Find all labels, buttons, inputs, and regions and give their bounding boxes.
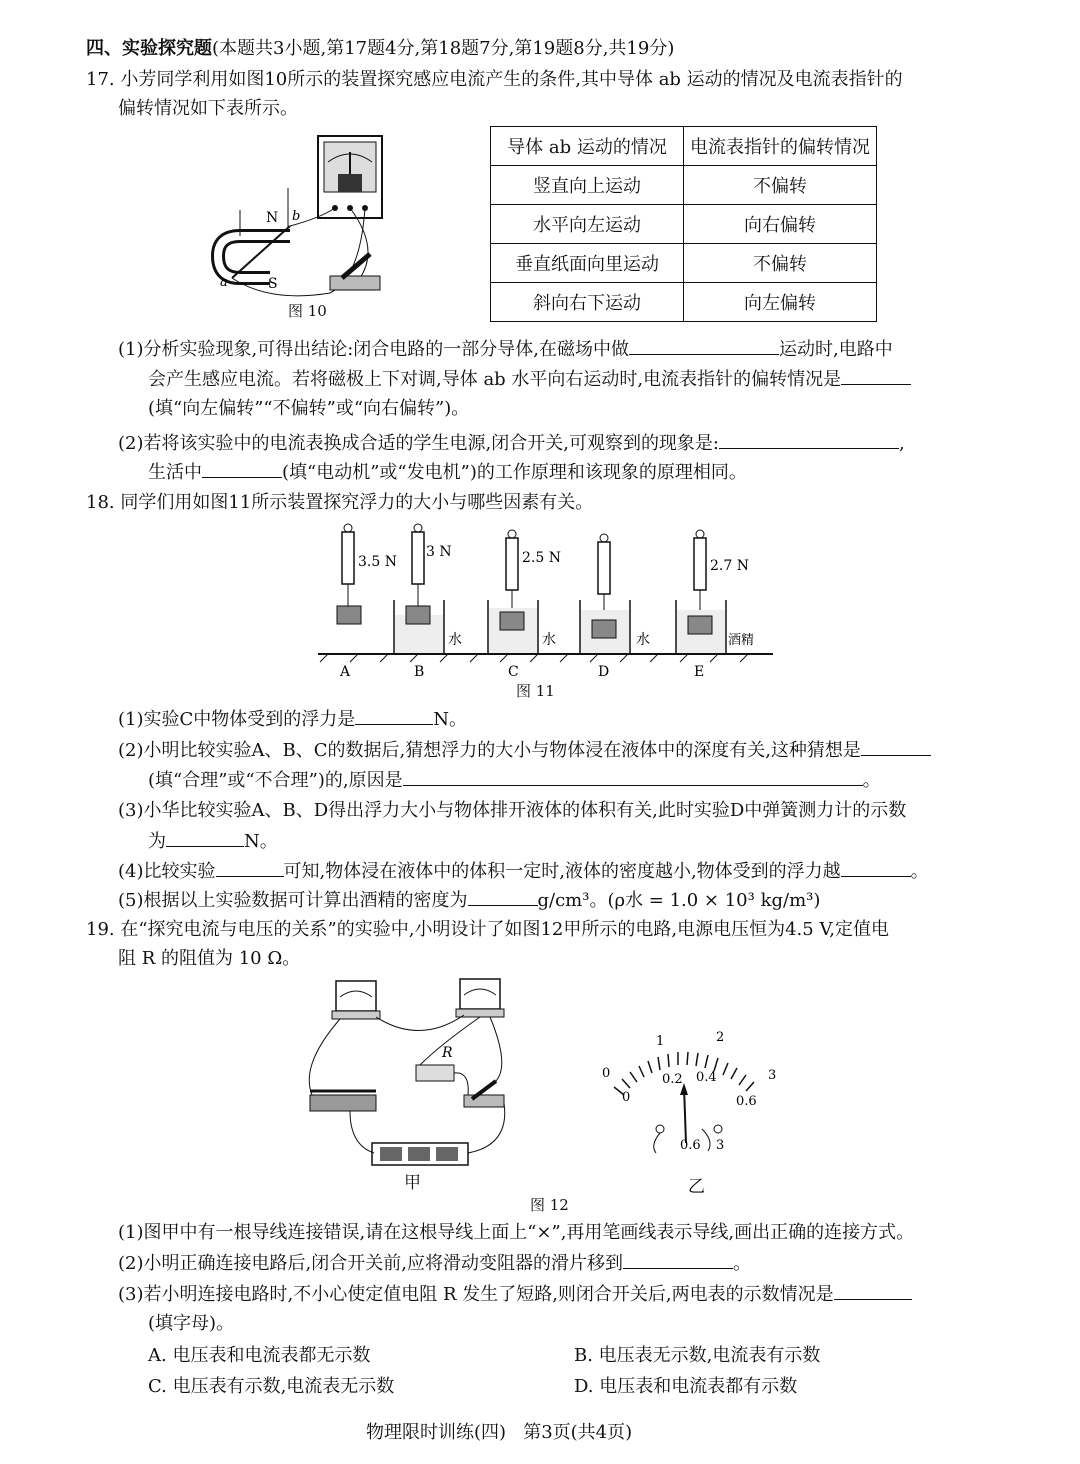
q19-p1: (1)图甲中有一根导线连接错误,请在这根导线上面上“×”,再用笔画线表示导线,画出正确的连接方式。 xyxy=(118,1222,915,1243)
terminal-label-3: 3 xyxy=(716,1138,725,1153)
switch-base xyxy=(464,1095,504,1107)
table-row xyxy=(491,205,877,244)
resistor-r xyxy=(416,1065,454,1081)
table-row xyxy=(491,283,877,322)
setup-d xyxy=(580,534,650,680)
answer-blank[interactable] xyxy=(216,858,284,877)
battery-cell-1 xyxy=(380,1147,402,1161)
q18-p3-text-a: (3)小华比较实验A、B、D得出浮力大小与物体排开液体的体积有关,此时实验D中弹簧测力计的示数 xyxy=(118,800,907,821)
q19-part3-line1 xyxy=(118,1281,912,1308)
q18-p2-text-a: (2)小明比较实验A、B、C的数据后,猜想浮力的大小与物体浸在液体中的深度有关,这种猜想是 xyxy=(118,740,861,761)
q18-p1-text-b: N。 xyxy=(433,709,468,730)
answer-blank[interactable] xyxy=(623,1250,733,1269)
figure-11 xyxy=(318,520,778,685)
q18-part5 xyxy=(118,887,820,914)
q18-p3-text-c: N。 xyxy=(244,831,278,852)
scale-bottom-2: 0.4 xyxy=(696,1070,717,1085)
setup-a xyxy=(337,524,397,680)
scale-top-0: 0 xyxy=(602,1066,611,1081)
answer-blank[interactable] xyxy=(202,459,282,478)
q17-stem-line1: 17. 小芳同学利用如图10所示的装置探究感应电流产生的条件,其中导体 ab 运动的情况及电流表指针的 xyxy=(86,69,903,90)
q17-p1-text-b: 运动时,电路中 xyxy=(779,339,893,360)
label-n: N xyxy=(266,210,279,226)
page-footer: 物理限时训练(四) 第3页(共4页) xyxy=(366,1422,633,1443)
q18-p4-text-b: 可知,物体浸在液体中的体积一定时,液体的密度越小,物体受到的浮力越 xyxy=(283,861,841,882)
answer-blank[interactable] xyxy=(861,737,931,756)
q17-part2-line1 xyxy=(118,430,905,457)
scale-bottom-0: 0 xyxy=(622,1090,631,1105)
scale-top-1: 1 xyxy=(656,1034,665,1049)
scale-bottom-3: 0.6 xyxy=(736,1094,757,1109)
letter-b: B xyxy=(414,664,425,680)
answer-blank[interactable] xyxy=(403,767,863,786)
q17-p1-text-a: (1)分析实验现象,可得出结论:闭合电路的一部分导体,在磁场中做 xyxy=(118,339,630,360)
label-jia: 甲 xyxy=(404,1173,421,1193)
q19-part2 xyxy=(118,1250,751,1277)
q17-p2-text-d: (填“电动机”或“发电机”)的工作原理和该现象的原理相同。 xyxy=(282,462,747,483)
liquid-d: 水 xyxy=(636,632,650,648)
q17-p2-text-b: , xyxy=(899,433,905,454)
answer-blank[interactable] xyxy=(841,366,911,385)
option-c[interactable]: C. 电压表有示数,电流表无示数 xyxy=(148,1376,395,1397)
letter-a: A xyxy=(340,664,351,680)
letter-e: E xyxy=(694,664,705,680)
option-a[interactable]: A. 电压表和电流表都无示数 xyxy=(148,1345,371,1366)
answer-blank[interactable] xyxy=(629,336,779,355)
q18-part3-line2 xyxy=(148,828,278,855)
table-cell: 竖直向上运动 xyxy=(491,166,684,205)
q18-part1 xyxy=(118,706,467,733)
voltmeter-base xyxy=(332,1011,380,1019)
rheostat xyxy=(310,1095,376,1111)
q17-p1-text-d: (填“向左偏转”“不偏转”或“向右偏转”)。 xyxy=(148,398,470,419)
q19-stem-line2: 阻 R 的阻值为 10 Ω。 xyxy=(118,948,301,969)
scale-top-3: 3 xyxy=(768,1068,777,1083)
liquid-e: 酒精 xyxy=(728,633,755,648)
table-cell: 向左偏转 xyxy=(684,283,877,322)
q18-p2-text-c: 。 xyxy=(862,770,881,791)
switch-base xyxy=(330,276,380,290)
q19-p3-text-b: (填字母)。 xyxy=(148,1313,235,1334)
setup-b xyxy=(394,524,462,680)
figure-12-yi-meter xyxy=(592,1025,792,1175)
answer-blank[interactable] xyxy=(166,828,244,847)
scale-top-2: 2 xyxy=(716,1030,725,1045)
table-cell: 不偏转 xyxy=(684,166,877,205)
reading-b: 3 N xyxy=(426,544,452,560)
setup-c xyxy=(488,530,561,680)
answer-blank[interactable] xyxy=(841,858,911,877)
q17-p2-text-a: (2)若将该实验中的电流表换成合适的学生电源,闭合开关,可观察到的现象是: xyxy=(118,433,720,454)
label-s: S xyxy=(268,276,278,292)
table-header-row xyxy=(491,127,877,166)
q18-p4-text-a: (4)比较实验 xyxy=(118,861,216,882)
q17-part2-line2 xyxy=(148,459,747,486)
table-cell: 水平向左运动 xyxy=(491,205,684,244)
terminal-wire-left xyxy=(654,1133,660,1153)
section-note: (本题共3小题,第17题4分,第18题7分,第19题8分,共19分) xyxy=(212,38,675,59)
label-b: b xyxy=(292,209,301,224)
reading-c: 2.5 N xyxy=(522,550,561,566)
figure-10-caption: 图 10 xyxy=(288,302,327,320)
q19-p3-text-a: (3)若小明连接电路时,不小心使定值电阻 R 发生了短路,则闭合开关后,两电表的示数情况是 xyxy=(118,1284,834,1305)
q19-p2-text-a: (2)小明正确连接电路后,闭合开关前,应将滑动变阻器的滑片移到 xyxy=(118,1253,623,1274)
scale-bottom-1: 0.2 xyxy=(662,1072,683,1087)
section-title: 四、实验探究题 xyxy=(86,38,212,59)
label-yi: 乙 xyxy=(688,1177,705,1197)
terminal-minus xyxy=(656,1125,664,1133)
figure-12-caption: 图 12 xyxy=(530,1196,569,1214)
answer-blank[interactable] xyxy=(834,1281,912,1300)
q18-p3-text-b: 为 xyxy=(148,831,166,852)
table-row xyxy=(491,244,877,283)
section-heading xyxy=(86,36,674,62)
reading-e: 2.7 N xyxy=(710,558,749,574)
label-r: R xyxy=(442,1045,453,1061)
option-b[interactable]: B. 电压表无示数,电流表有示数 xyxy=(574,1345,821,1366)
battery-cell-3 xyxy=(436,1147,458,1161)
figure-10 xyxy=(210,128,400,323)
q19-p2-text-b: 。 xyxy=(732,1253,751,1274)
table-header: 电流表指针的偏转情况 xyxy=(684,127,877,166)
terminal-label-06: 0.6 xyxy=(680,1138,701,1153)
q18-p1-text-a: (1)实验C中物体受到的浮力是 xyxy=(118,709,356,730)
meter-needle xyxy=(684,1087,686,1143)
label-a: a xyxy=(220,275,228,290)
letter-c: C xyxy=(508,664,519,680)
table-cell: 垂直纸面向里运动 xyxy=(491,244,684,283)
liquid-c: 水 xyxy=(542,632,556,648)
option-d[interactable]: D. 电压表和电流表都有示数 xyxy=(574,1376,798,1397)
q17-table xyxy=(490,126,877,322)
liquid-b: 水 xyxy=(448,632,462,648)
q18-p2-text-b: (填“合理”或“不合理”)的,原因是 xyxy=(148,770,403,791)
figure-12-jia xyxy=(300,975,520,1185)
q18-part4 xyxy=(118,858,929,885)
terminal-3 xyxy=(714,1125,722,1133)
q18-stem: 18. 同学们用如图11所示装置探究浮力的大小与哪些因素有关。 xyxy=(86,492,594,513)
q18-p4-text-c: 。 xyxy=(910,861,929,882)
table-cell: 不偏转 xyxy=(684,244,877,283)
table-cell: 向右偏转 xyxy=(684,205,877,244)
answer-blank[interactable] xyxy=(355,706,433,725)
terminal-wire-right xyxy=(702,1129,710,1151)
answer-blank[interactable] xyxy=(468,887,538,906)
q17-p2-text-c: 生活中 xyxy=(148,462,202,483)
q17-part1-line1 xyxy=(118,336,893,363)
figure-11-caption: 图 11 xyxy=(516,682,555,700)
ammeter-coil xyxy=(338,174,362,192)
q18-p5-text-a: (5)根据以上实验数据可计算出酒精的密度为 xyxy=(118,890,468,911)
letter-d: D xyxy=(598,664,610,680)
answer-blank[interactable] xyxy=(719,430,899,449)
q17-p1-text-c: 会产生感应电流。若将磁极上下对调,导体 ab 水平向右运动时,电流表指针的偏转情况是 xyxy=(148,369,842,390)
q19-stem-line1: 19. 在“探究电流与电压的关系”的实验中,小明设计了如图12甲所示的电路,电源电压恒为4.5 V,定值电 xyxy=(86,919,890,940)
reading-a: 3.5 N xyxy=(358,554,397,570)
circuit-wires xyxy=(309,1015,505,1153)
table-header: 导体 ab 运动的情况 xyxy=(491,127,684,166)
q18-part2-line1 xyxy=(118,737,931,764)
ground-hatch xyxy=(320,654,748,662)
q17-stem-line2: 偏转情况如下表所示。 xyxy=(118,98,298,119)
q17-part1-line2 xyxy=(148,366,911,393)
table-cell: 斜向右下运动 xyxy=(491,283,684,322)
battery-cell-2 xyxy=(408,1147,430,1161)
q18-p5-text-b: g/cm³。(ρ水 = 1.0 × 10³ kg/m³) xyxy=(537,890,821,911)
table-row xyxy=(491,166,877,205)
q18-part2-line2 xyxy=(148,767,881,794)
